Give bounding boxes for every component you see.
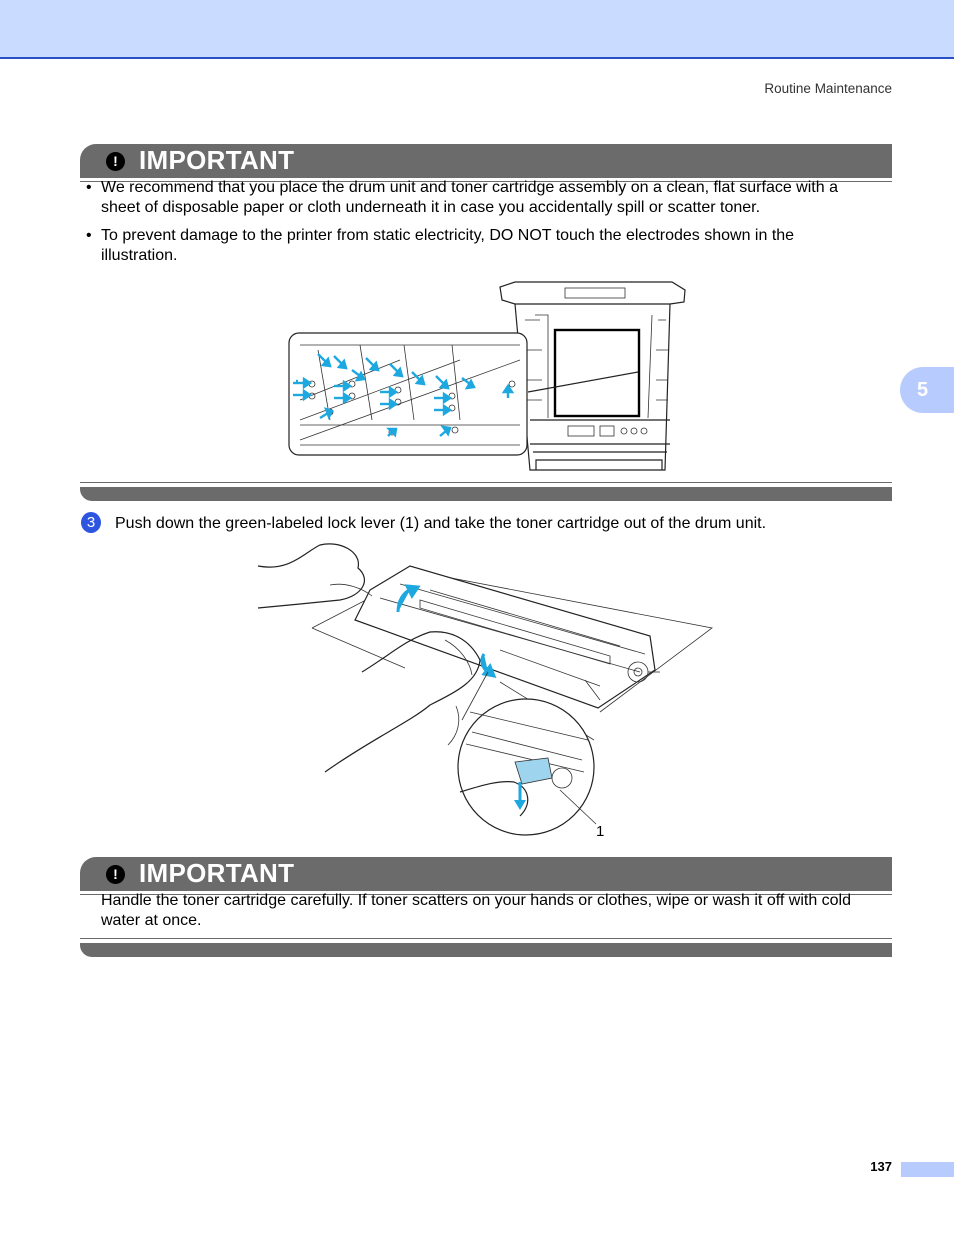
important-footer-2 <box>80 943 892 957</box>
important-title-1: IMPORTANT <box>139 145 295 175</box>
page-number: 137 <box>870 1159 892 1174</box>
step-number-badge: 3 <box>81 512 101 533</box>
important-2-line-2: water at once. <box>101 912 202 929</box>
chapter-tab[interactable]: 5 <box>900 367 954 413</box>
running-title: Routine Maintenance <box>764 81 892 96</box>
important-1-item-1-line-2: sheet of disposable paper or cloth underneath it in case you accidentally spill or scatter toner. <box>101 199 761 216</box>
important-footer-rule-2 <box>80 938 892 939</box>
important-1-item-2-line-2: illustration. <box>101 247 178 264</box>
step-instruction: Push down the green-labeled lock lever (1) and take the toner cartridge out of the drum unit. <box>115 515 767 532</box>
page-tab <box>901 1162 954 1177</box>
bullet-2: • <box>86 227 92 244</box>
bullet-1: • <box>86 179 92 196</box>
important-title-2: IMPORTANT <box>139 858 295 888</box>
important-1-item-1-line-1: We recommend that you place the drum unit and toner cartridge assembly on a clean, flat surface with a <box>101 179 838 196</box>
exclamation-icon: ! <box>106 152 125 171</box>
important-2-line-1: Handle the toner cartridge carefully. If toner scatters on your hands or clothes, wipe or wash it off with cold <box>101 892 852 909</box>
callout-label-1: 1 <box>596 823 605 840</box>
important-1-item-2-line-1: To prevent damage to the printer from static electricity, DO NOT touch the electrodes shown in the <box>101 227 795 244</box>
exclamation-icon: ! <box>106 865 125 884</box>
important-header-2 <box>80 857 892 891</box>
